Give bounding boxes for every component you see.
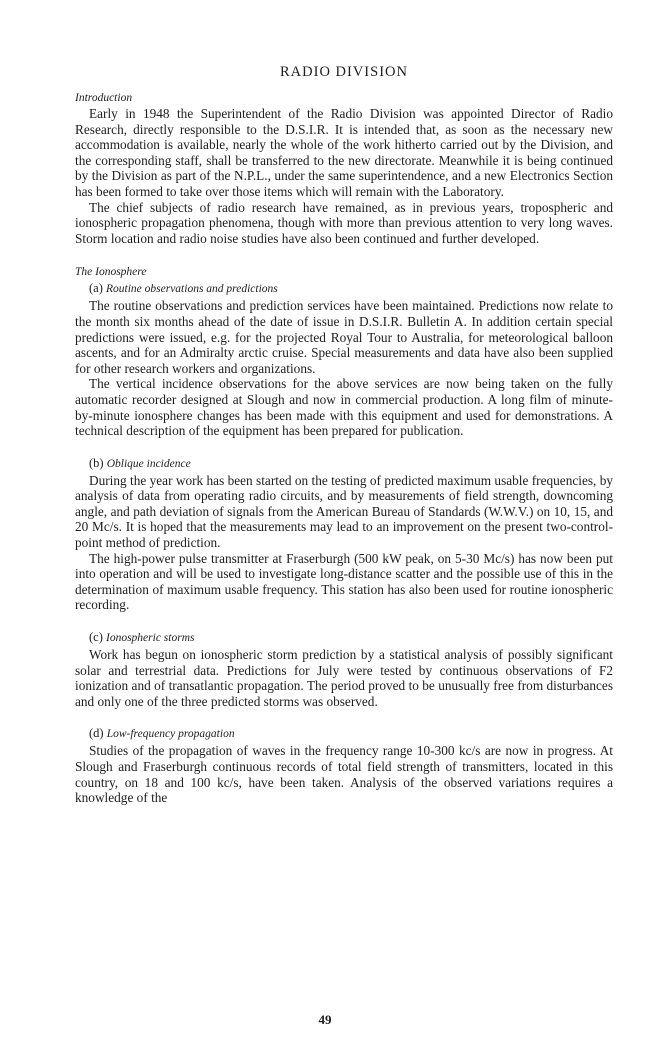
paragraph: During the year work has been started on the testing of predicted maximum usable frequencies, by analysis of data from operating radio circuits, and by measurements of field strength, downcoming angle, and path deviation of signals from the American Bureau of Standards (W.W.V.) on 10, 15, and 20 Mc/s. It is hoped that the measurements may lead to an improvement on the present two-control-point method of prediction. xyxy=(75,472,613,551)
section-heading-ionosphere: The Ionosphere xyxy=(75,266,147,279)
subsection-title: Low-frequency propagation xyxy=(106,728,235,741)
paragraph: Studies of the propagation of waves in the frequency range 10-300 kc/s are now in progress. At Slough and Fraserburgh continuous records of total field strength of transmitters, located in this country, on 18 and 100 kc/s, have been taken. Analysis of the observed variations requires a knowledge of the xyxy=(75,743,613,806)
paragraph: The high-power pulse transmitter at Fraserburgh (500 kW peak, on 5-30 Mc/s) has now been put into operation and will be used to investigate long-distance scatter and the possible use of this in the determination of maximum usable frequency. This station has also been used for routine ionospheric recording. xyxy=(75,550,613,613)
page-number: 49 xyxy=(318,1012,332,1027)
subsection-heading-oblique xyxy=(89,455,613,473)
paragraph: Work has begun on ionospheric storm prediction by a statistical analysis of possibly significant solar and terrestrial data. Predictions for July were tested by continuous observations of F2 ionization and of transatlantic propagation. The period proved to be unusually free from disturbances and only one of the three predicted storms was observed. xyxy=(75,647,613,709)
section-heading-introduction: Introduction xyxy=(75,92,133,104)
subsection-heading-routine xyxy=(89,280,613,298)
paragraph: Early in 1948 the Superintendent of the Radio Division was appointed Director of Radio Research, directly responsible to the D.S.I.R. It is intended that, as soon as the necessary new accommodation is available, nearly the whole of the work hitherto carried out by the Division, and the corresponding staff, shall be transferred to the new directorate. Meanwhile it is being continued by the Division as part of the N.P.L., under the same superintendence, and a new Electronics Section has been formed to take over those items which will remain with the Laboratory. xyxy=(75,106,613,199)
subsection-label: (b) xyxy=(89,455,104,470)
paragraph: The routine observations and prediction services have been maintained. Predictions now relate to the month six months ahead of the date of issue in D.S.I.R. Bulletin A. In addition certain special predictions were issued, e.g. for the projected Royal Tour to Australia, for meteorological balloon ascents, and for an Admiralty arctic cruise. Special measurements and data have also been supplied for other research workers and organizations. xyxy=(75,298,613,376)
running-head: RADIO DIVISION xyxy=(280,64,408,80)
subsection-label: (d) xyxy=(89,726,104,741)
subsection-title: Ionospheric storms xyxy=(106,632,195,645)
page-body xyxy=(75,62,613,806)
paragraph: The chief subjects of radio research have remained, as in previous years, tropospheric and ionospheric propagation phenomena, though with more than previous attention to very long waves. Storm location and radio noise studies have also been continued and further developed. xyxy=(75,199,613,246)
paragraph: The vertical incidence observations for the above services are now being taken on the fully automatic recorder designed at Slough and now in commercial production. A long film of minute-by-minute ionosphere changes has been made with this equipment and used for demonstrations. A technical description of the equipment has been prepared for publication. xyxy=(75,376,613,439)
subsection-heading-storms xyxy=(89,629,613,647)
subsection-label: (a) xyxy=(89,281,103,296)
subsection-label: (c) xyxy=(89,630,103,645)
subsection-heading-low-frequency xyxy=(89,725,613,743)
subsection-title: Oblique incidence xyxy=(106,457,191,470)
subsection-title: Routine observations and predictions xyxy=(106,283,278,296)
